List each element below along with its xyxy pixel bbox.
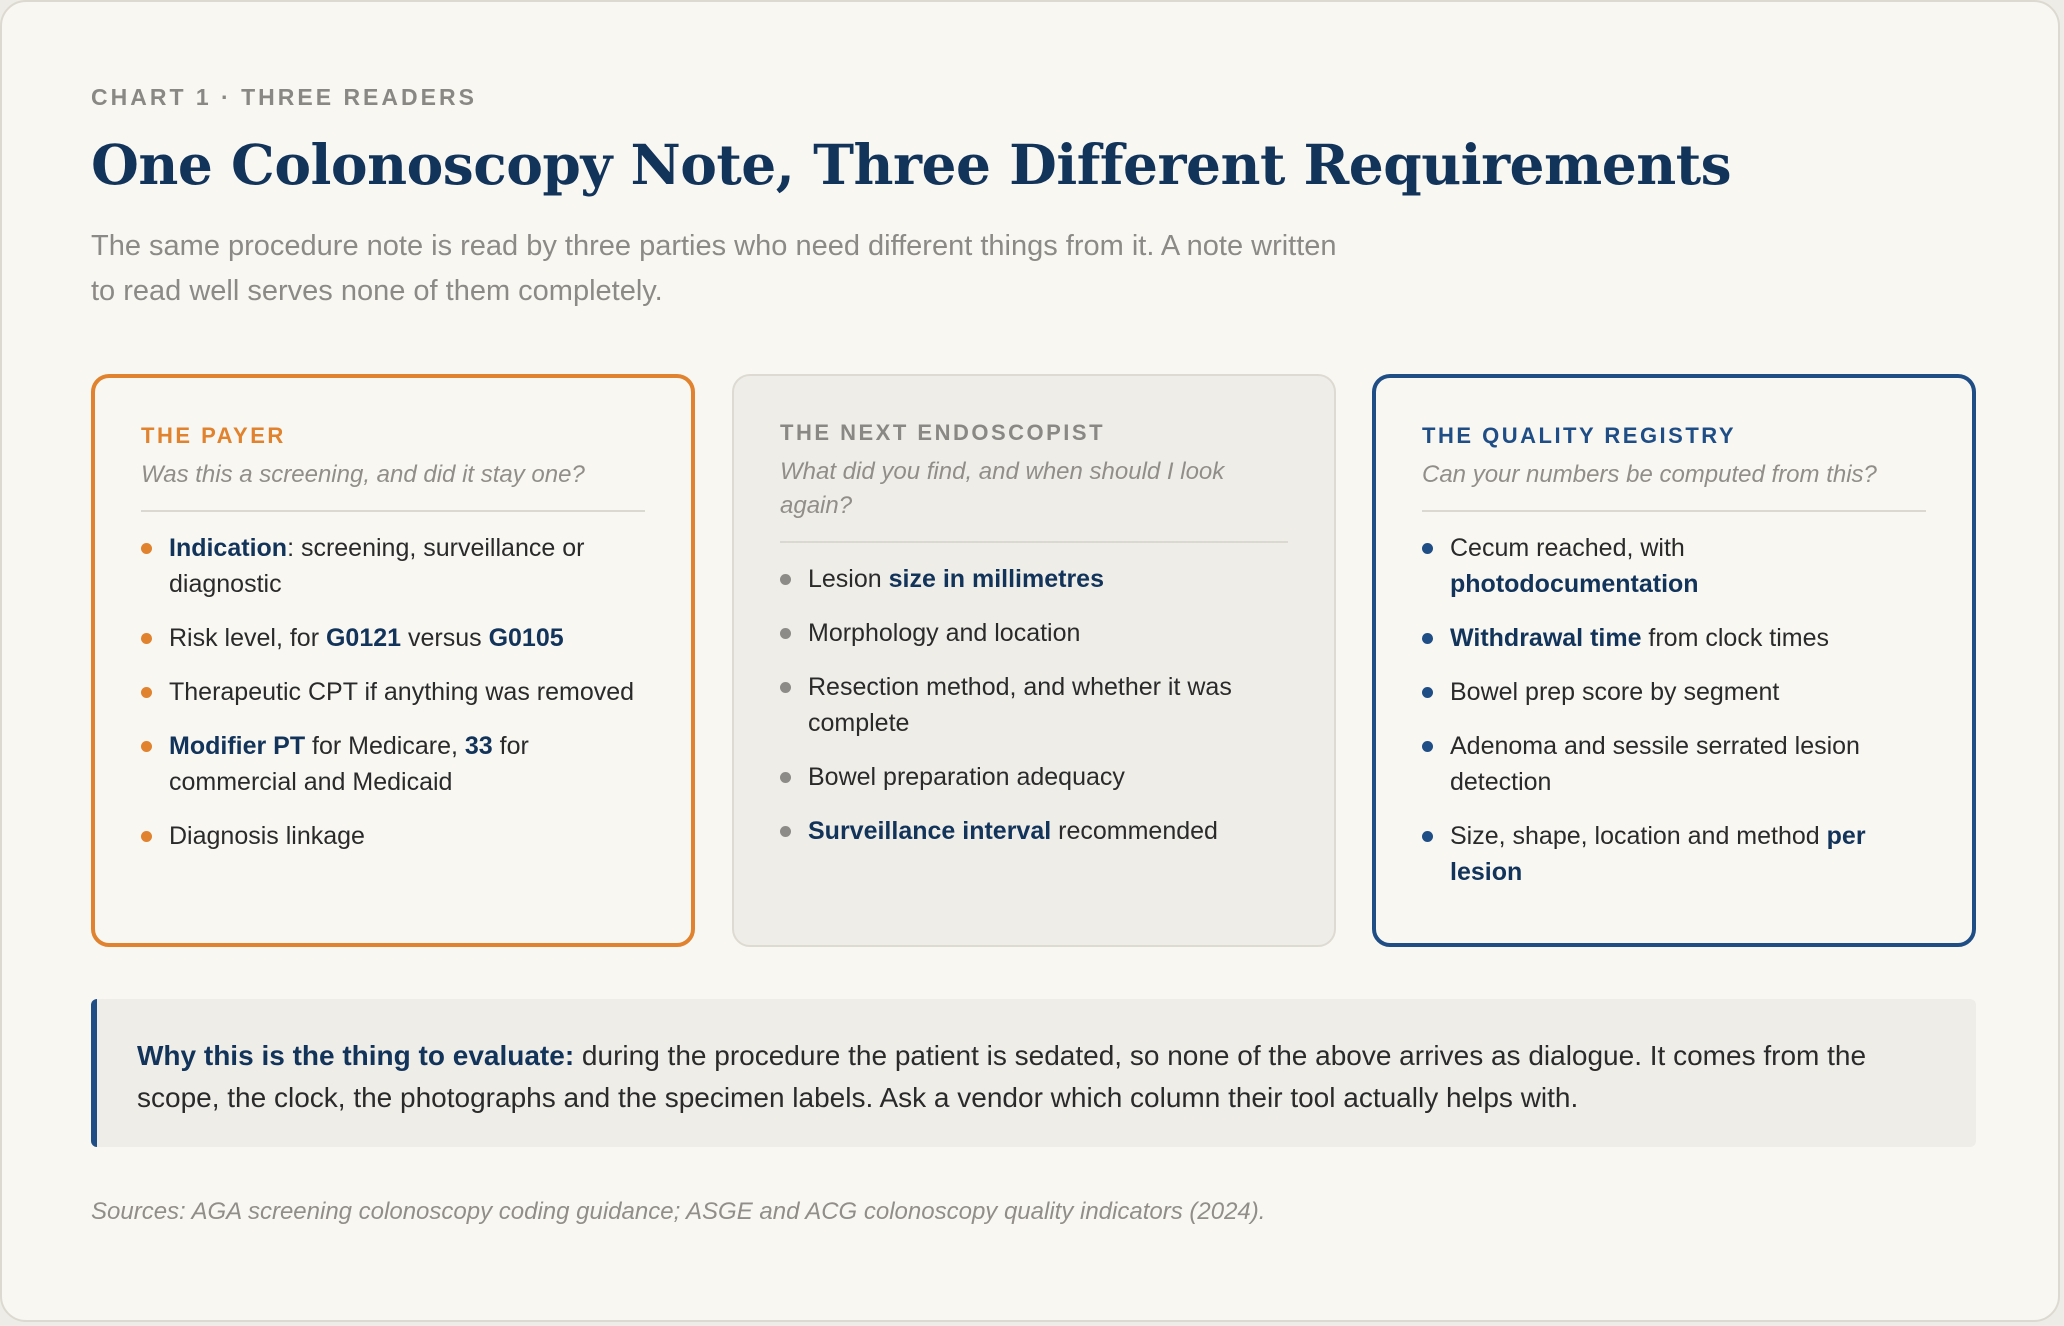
- bullet-icon: [780, 772, 791, 783]
- emphasis: Modifier PT: [169, 732, 306, 760]
- list-item: [780, 561, 1288, 597]
- payer-list: [141, 530, 645, 854]
- emphasis: Surveillance interval: [808, 817, 1052, 845]
- item-text: Lesion: [808, 565, 889, 593]
- emphasis: per lesion: [1450, 822, 1866, 886]
- list-item: [780, 615, 1288, 651]
- bullet-icon: [780, 682, 791, 693]
- item-text: Therapeutic CPT if anything was removed: [169, 678, 635, 706]
- bullet-icon: [1422, 741, 1433, 752]
- evaluation-callout: [91, 999, 1976, 1147]
- sources-note: Sources: AGA screening colonoscopy coding guidance; ASGE and ACG colonoscopy quality indicators (2024).: [91, 1198, 1266, 1225]
- endoscopist-heading: THE NEXT ENDOSCOPIST: [780, 420, 1106, 445]
- item-text: Bowel preparation adequacy: [808, 763, 1125, 791]
- emphasis: Withdrawal time: [1450, 624, 1642, 652]
- bullet-icon: [780, 574, 791, 585]
- bullet-icon: [1422, 543, 1433, 554]
- chart-eyebrow: CHART 1 · THREE READERS: [91, 84, 477, 110]
- endoscopist-list: [780, 561, 1288, 849]
- bullet-icon: [1422, 633, 1433, 644]
- page-subtitle: The same procedure note is read by three parties who need different things from it. A note written to read well serves none of them completely.: [91, 230, 1337, 307]
- payer-divider: [141, 510, 645, 512]
- registry-column: [1372, 374, 1976, 947]
- list-item: [141, 818, 645, 854]
- registry-divider: [1422, 510, 1926, 512]
- list-item: [141, 530, 645, 602]
- bullet-icon: [141, 543, 152, 554]
- payer-heading: THE PAYER: [141, 423, 286, 448]
- callout-lead: Why this is the thing to evaluate:: [137, 1040, 575, 1071]
- item-text: Cecum reached, with: [1450, 534, 1685, 562]
- payer-column: [91, 374, 695, 947]
- emphasis: G0105: [488, 624, 564, 652]
- bullet-icon: [141, 687, 152, 698]
- bullet-icon: [780, 628, 791, 639]
- list-item: [1422, 620, 1926, 656]
- item-text: for Medicare,: [305, 732, 465, 760]
- item-text: Risk level, for: [169, 624, 326, 652]
- list-item: [780, 813, 1288, 849]
- emphasis: photodocumentation: [1450, 570, 1699, 598]
- registry-heading: THE QUALITY REGISTRY: [1422, 423, 1737, 448]
- item-text: Diagnosis linkage: [169, 822, 365, 850]
- bullet-icon: [1422, 831, 1433, 842]
- item-text: for commercial and Medicaid: [169, 732, 529, 796]
- registry-question: Can your numbers be computed from this?: [1422, 461, 1877, 488]
- list-item: [780, 669, 1288, 741]
- emphasis: G0121: [325, 624, 402, 652]
- list-item: [141, 728, 645, 800]
- list-item: [1422, 530, 1926, 602]
- endoscopist-column: [732, 374, 1336, 947]
- registry-list: [1422, 530, 1926, 890]
- item-text: : screening, surveillance or diagnostic: [169, 534, 585, 598]
- endoscopist-divider: [780, 541, 1288, 543]
- list-item: [141, 674, 645, 710]
- item-text: Resection method, and whether it was complete: [808, 673, 1232, 737]
- bullet-icon: [141, 741, 152, 752]
- emphasis: Indication: [169, 534, 288, 562]
- item-text: from clock times: [1641, 624, 1829, 652]
- item-text: Adenoma and sessile serrated lesion detection: [1450, 732, 1860, 796]
- list-item: [141, 620, 645, 656]
- page-title: One Colonoscopy Note, Three Different Requirements: [91, 132, 1732, 197]
- bullet-icon: [780, 826, 791, 837]
- list-item: [1422, 674, 1926, 710]
- item-text: recommended: [1051, 817, 1218, 845]
- bullet-icon: [1422, 687, 1433, 698]
- list-item: [780, 759, 1288, 795]
- list-item: [1422, 728, 1926, 800]
- item-text: versus: [401, 624, 489, 652]
- endoscopist-question: What did you find, and when should I look again?: [780, 458, 1225, 519]
- payer-question: Was this a screening, and did it stay one?: [141, 461, 585, 488]
- emphasis: 33: [464, 732, 493, 760]
- list-item: [1422, 818, 1926, 890]
- bullet-icon: [141, 831, 152, 842]
- item-text: Size, shape, location and method: [1450, 822, 1827, 850]
- emphasis: size in millimetres: [888, 565, 1104, 593]
- bullet-icon: [141, 633, 152, 644]
- item-text: Morphology and location: [808, 619, 1081, 647]
- callout-body: during the procedure the patient is sedated, so none of the above arrives as dialogue. It comes from the scope, the clock, the photographs and the specimen labels. Ask a vendor which column their tool actually helps with.: [137, 1040, 1867, 1113]
- item-text: Bowel prep score by segment: [1450, 678, 1780, 706]
